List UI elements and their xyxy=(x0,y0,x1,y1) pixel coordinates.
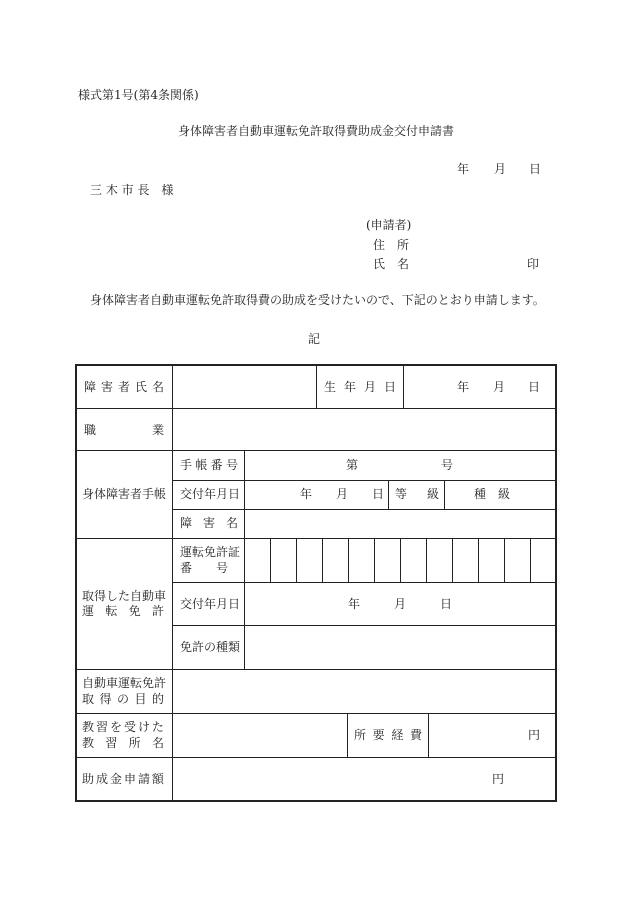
applicant-name-label: 氏 名 xyxy=(373,257,410,271)
occupation-field[interactable] xyxy=(174,410,554,449)
license-issue-date-label: 交付年月日 xyxy=(180,597,241,611)
license-issue-day-label: 日 xyxy=(440,597,453,611)
purpose-label-line2: 取 得 の 目 的 xyxy=(82,692,164,706)
intro-statement: 身体障害者自動車運転免許取得費の助成を受けたいので、下記のとおり申請します。 xyxy=(90,293,545,307)
birth-date-label: 生 年 月 日 xyxy=(324,380,396,394)
form-title: 身体障害者自動車運転免許取得費助成金交付申請書 xyxy=(178,124,455,138)
grade-label: 等 級 xyxy=(395,487,439,501)
license-issue-year-label: 年 xyxy=(348,597,361,611)
license-type-label: 免許の種類 xyxy=(180,640,241,654)
school-label-line2: 教 習 所 名 xyxy=(82,736,164,750)
disability-name-label: 障 害 名 xyxy=(180,516,238,530)
expense-label: 所 要 経 費 xyxy=(354,728,422,742)
expense-unit: 円 xyxy=(528,728,541,742)
birth-day-label: 日 xyxy=(528,380,541,394)
addressee: 三 木 市 長 様 xyxy=(90,183,174,197)
disabled-name-label: 障 害 者 氏 名 xyxy=(84,380,164,394)
handbook-number-prefix: 第 xyxy=(346,458,359,472)
seal-mark: 印 xyxy=(527,257,540,271)
handbook-number-suffix: 号 xyxy=(441,458,454,472)
applicant-address-label: 住 所 xyxy=(373,238,410,252)
disabled-name-field[interactable] xyxy=(174,367,314,407)
issue-date-label: 交付年月日 xyxy=(180,487,241,501)
issue-year-label: 年 xyxy=(300,487,313,501)
birth-month-label: 月 xyxy=(493,380,506,394)
purpose-field[interactable] xyxy=(174,671,554,712)
license-number-label-line2: 番 号 xyxy=(180,561,229,575)
form-number: 様式第1号(第4条関係) xyxy=(78,88,199,102)
date-year-label: 年 xyxy=(457,162,470,176)
issue-month-label: 月 xyxy=(336,487,349,501)
grant-unit: 円 xyxy=(492,772,505,786)
class-label: 種 級 xyxy=(474,487,511,501)
ki-mark: 記 xyxy=(308,332,321,346)
license-number-label-line1: 運転免許証 xyxy=(180,545,241,559)
license-type-field[interactable] xyxy=(246,627,554,668)
license-label-line1: 取得した自動車 xyxy=(82,589,167,603)
occupation-label: 職 業 xyxy=(84,423,164,437)
school-label-line1: 教 習 を 受 け た xyxy=(82,720,164,734)
birth-year-label: 年 xyxy=(457,380,470,394)
handbook-number-label: 手 帳 番 号 xyxy=(180,458,238,472)
license-label-line2: 運 転 免 許 xyxy=(82,604,164,618)
license-issue-month-label: 月 xyxy=(394,597,407,611)
handbook-label: 身体障害者手帳 xyxy=(82,487,167,501)
purpose-label-line1: 自動車運転免許 xyxy=(82,676,167,690)
disability-name-field[interactable] xyxy=(246,511,554,537)
grant-label: 助 成 金 申 請 額 xyxy=(82,772,164,786)
date-day-label: 日 xyxy=(529,162,542,176)
applicant-label: (申請者) xyxy=(366,218,412,232)
school-name-field[interactable] xyxy=(174,715,346,756)
date-month-label: 月 xyxy=(494,162,507,176)
issue-day-label: 日 xyxy=(372,487,385,501)
